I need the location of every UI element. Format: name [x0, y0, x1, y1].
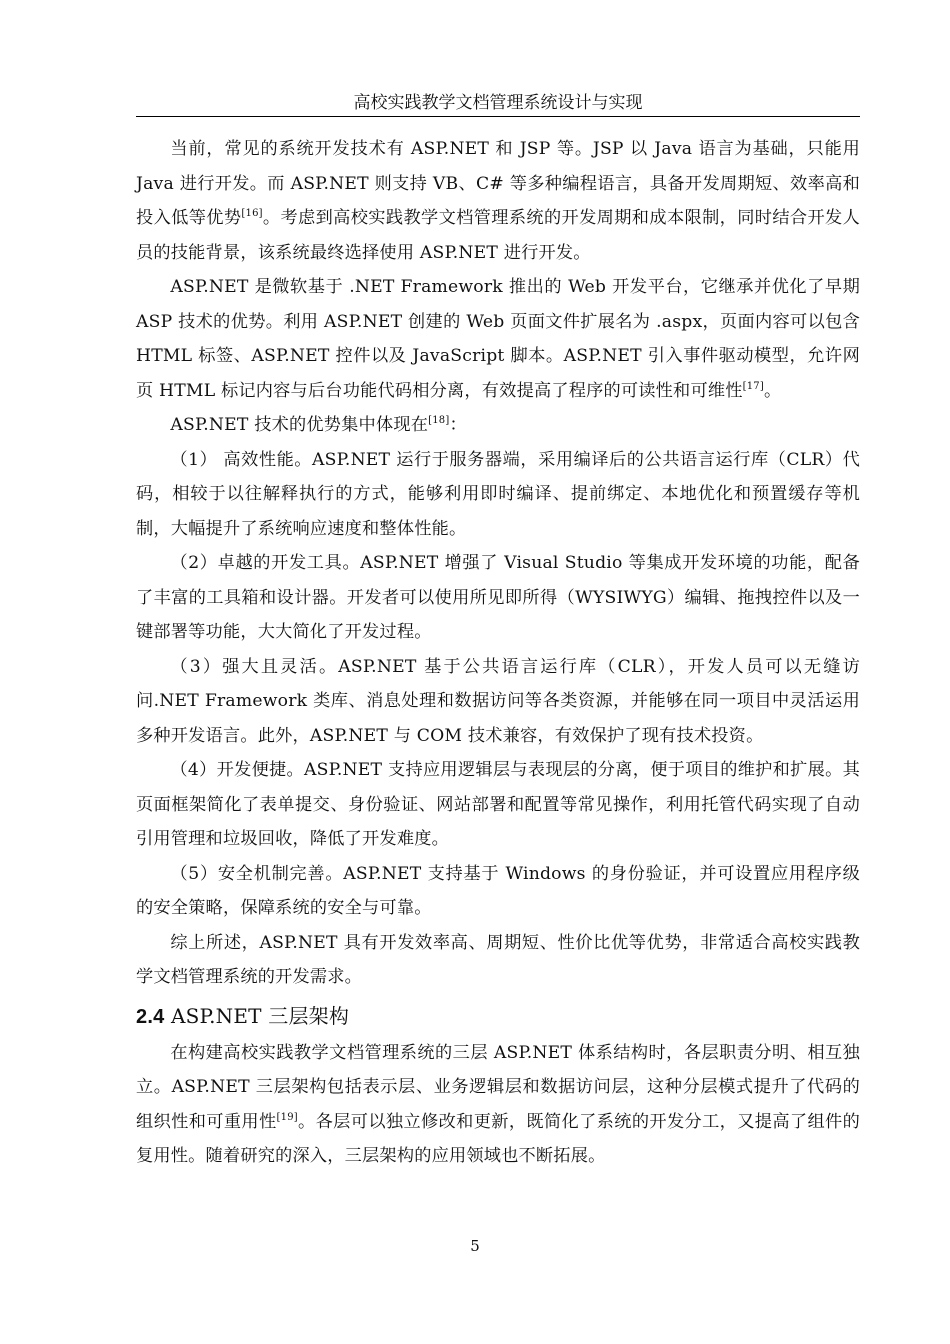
- paragraph: 当前，常见的系统开发技术有 ASP.NET 和 JSP 等。JSP 以 Java 语言为基础，只能用 Java 进行开发。而 ASP.NET 则支持 VB、C# 等多种编程语言，具备开发周期短、效率高和投入低等优势[16]。考虑到高校实践教学文档管理系统的开发周期和成本限制，同时结合开发人员的技能背景，该系统最终选择使用 ASP.NET 进行开发。: [136, 139, 860, 263]
- paragraph: 在构建高校实践教学文档管理系统的三层 ASP.NET 体系结构时，各层职责分明、相互独立。ASP.NET 三层架构包括表示层、业务逻辑层和数据访问层，这种分层模式提升了代码的组织性和可重用性[19]。各层可以独立修改和更新，既简化了系统的开发分工，又提高了组件的复用性。随着研究的深入，三层架构的应用领域也不断拓展。: [136, 1042, 861, 1166]
- list-item: （5）安全机制完善。ASP.NET 支持基于 Windows 的身份验证，并可设置应用程序级的安全策略，保障系统的安全与可靠。: [136, 863, 860, 918]
- paragraph: 综上所述，ASP.NET 具有开发效率高、周期短、性价比优等优势，非常适合高校实践教学文档管理系统的开发需求。: [136, 932, 860, 987]
- section-heading: [136, 999, 860, 1034]
- list-item: （2）卓越的开发工具。ASP.NET 增强了 Visual Studio 等集成开发环境的功能，配备了丰富的工具箱和设计器。开发者可以使用所见即所得（WYSIWYG）编辑、拖拽控件以及一键部署等功能，大大简化了开发过程。: [136, 553, 860, 642]
- citation: [19]: [276, 1111, 298, 1123]
- list-item: （3）强大且灵活。ASP.NET 基于公共语言运行库（CLR），开发人员可以无缝访问.NET Framework 类库、消息处理和数据访问等各类资源，并能够在同一项目中灵活运用多种开发语言。此外，ASP.NET 与 COM 技术兼容，有效保护了现有技术投资。: [136, 656, 860, 746]
- page-number: 5: [470, 1237, 480, 1255]
- paragraph: ASP.NET 是微软基于 .NET Framework 推出的 Web 开发平台，它继承并优化了早期 ASP 技术的优势。利用 ASP.NET 创建的 Web 页面文件扩展名为 .aspx，页面内容可以包含 HTML 标签、ASP.NET 控件以及 JavaScript 脚本。ASP.NET 引入事件驱动模型，允许网页 HTML 标记内容与后台功能代码相分离，有效提高了程序的可读性和可维性[17]。: [136, 277, 860, 401]
- citation: [18]: [428, 415, 450, 426]
- list-item: （1） 高效性能。ASP.NET 运行于服务器端，采用编译后的公共语言运行库（CLR）代码，相较于以往解释执行的方式，能够利用即时编译、提前绑定、本地优化和预置缓存等机制，大幅提升了系统响应速度和整体性能。: [136, 449, 860, 539]
- section-number: 2.4: [136, 1005, 165, 1028]
- citation: [16]: [241, 208, 263, 219]
- header-rule: [136, 116, 860, 117]
- paragraph: ASP.NET 技术的优势集中体现在[18]：: [170, 415, 467, 435]
- body-text: [136, 132, 860, 1174]
- running-header: 高校实践教学文档管理系统设计与实现: [353, 93, 643, 113]
- list-item: （4）开发便捷。ASP.NET 支持应用逻辑层与表现层的分离，便于项目的维护和扩展。其页面框架简化了表单提交、身份验证、网站部署和配置等常见操作，利用托管代码实现了自动引用管理和垃圾回收，降低了开发难度。: [136, 760, 860, 849]
- section-title: ASP.NET 三层架构: [170, 1003, 350, 1028]
- citation: [17]: [742, 380, 764, 392]
